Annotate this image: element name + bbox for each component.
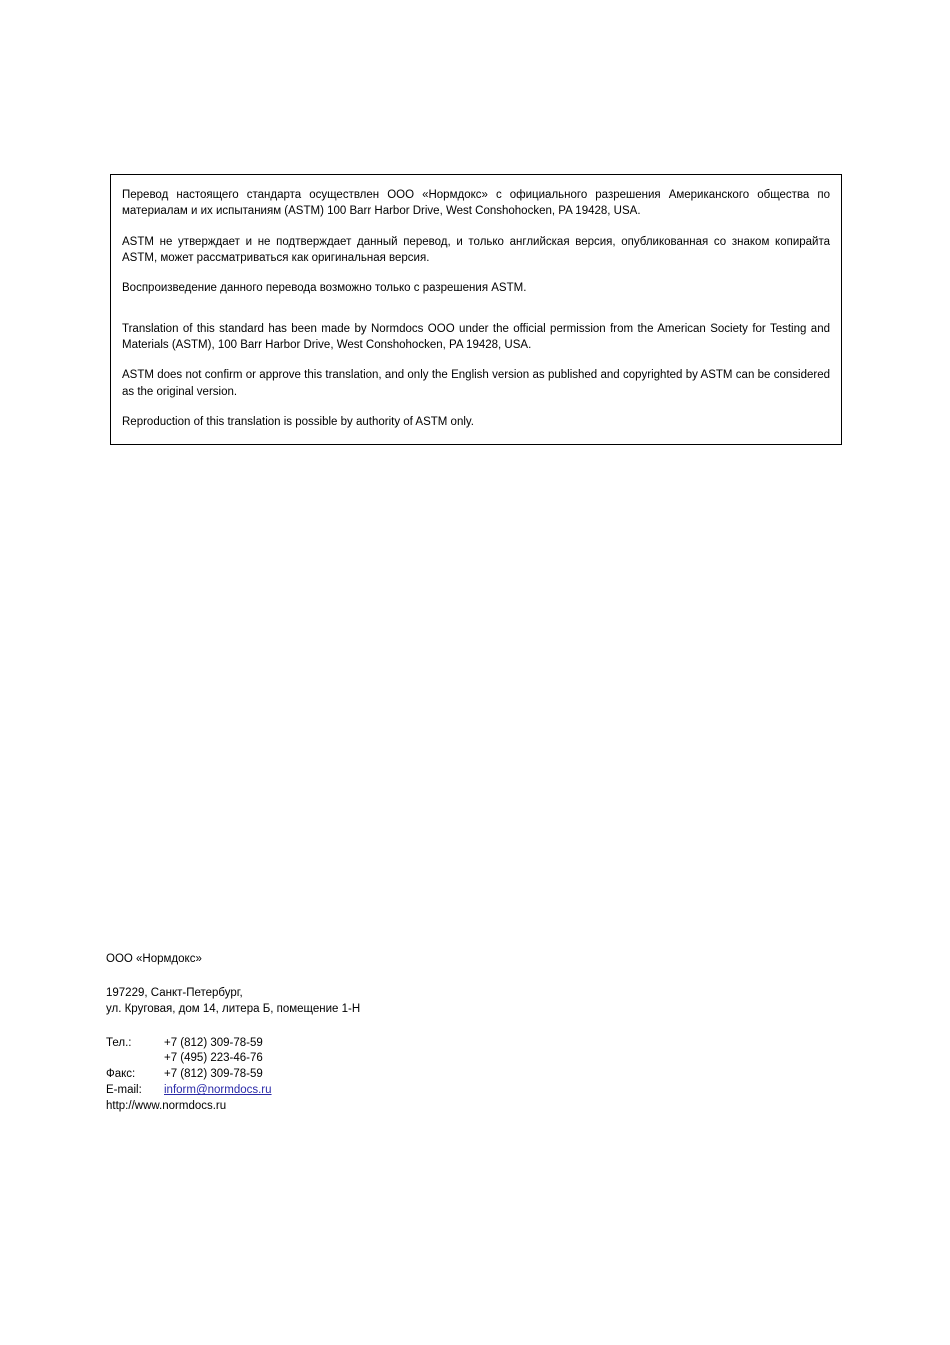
email-link[interactable]: inform@normdocs.ru: [164, 1084, 272, 1097]
phone-number-2: +7 (495) 223-46-76: [164, 1052, 263, 1065]
address-line-2: ул. Круговая, дом 14, литера Б, помещение 1-Н: [106, 1002, 361, 1015]
notice-en-paragraph-2: ASTM does not confirm or approve this translation, and only the English version as published and copyrighted by ASTM can be considered as the original version.: [122, 369, 830, 398]
email-row: [106, 1083, 626, 1099]
fax-row: [106, 1067, 626, 1083]
notice-ru-paragraph-3: Воспроизведение данного перевода возможно только с разрешения ASTM.: [122, 282, 527, 295]
website-row: [106, 1099, 626, 1115]
email-label: E-mail:: [106, 1084, 142, 1097]
fax-label: Факс:: [106, 1068, 136, 1081]
contact-details: [106, 1036, 626, 1115]
phone-row-primary: [106, 1036, 626, 1052]
notice-ru-paragraph-1: Перевод настоящего стандарта осуществлен ООО «Нормдокс» с официального разрешения Американского общества по материалам и их испытаниям (ASTM) 100 Barr Harbor Drive, West Conshohocken, PA 19428, USA.: [122, 189, 830, 218]
notice-separator: [122, 311, 830, 321]
notice-ru-paragraph-2: ASTM не утверждает и не подтверждает данный перевод, и только английская версия, опубликованная со знаком копирайта ASTM, может рассматриваться как оригинальная версия.: [122, 235, 830, 264]
phone-row-secondary: [106, 1051, 626, 1067]
address-line-1: 197229, Санкт-Петербург,: [106, 986, 243, 999]
phone-label-empty: [106, 1051, 164, 1067]
website-url: http://www.normdocs.ru: [106, 1100, 227, 1113]
notice-en-paragraph-1: Translation of this standard has been made by Normdocs OOO under the official permission from the American Society for Testing and Materials (ASTM), 100 Barr Harbor Drive, West Conshohocken, PA 19428, USA.: [122, 322, 830, 351]
company-address: [106, 986, 626, 1018]
phone-label: Тел.:: [106, 1036, 132, 1049]
notice-en-paragraph-3: Reproduction of this translation is possible by authority of ASTM only.: [122, 415, 474, 428]
contacts-block: [106, 952, 626, 1115]
translation-notice-box: [110, 174, 842, 445]
fax-number: +7 (812) 309-78-59: [164, 1068, 263, 1081]
phone-number-1: +7 (812) 309-78-59: [164, 1036, 263, 1049]
company-name: ООО «Нормдокс»: [106, 953, 202, 965]
